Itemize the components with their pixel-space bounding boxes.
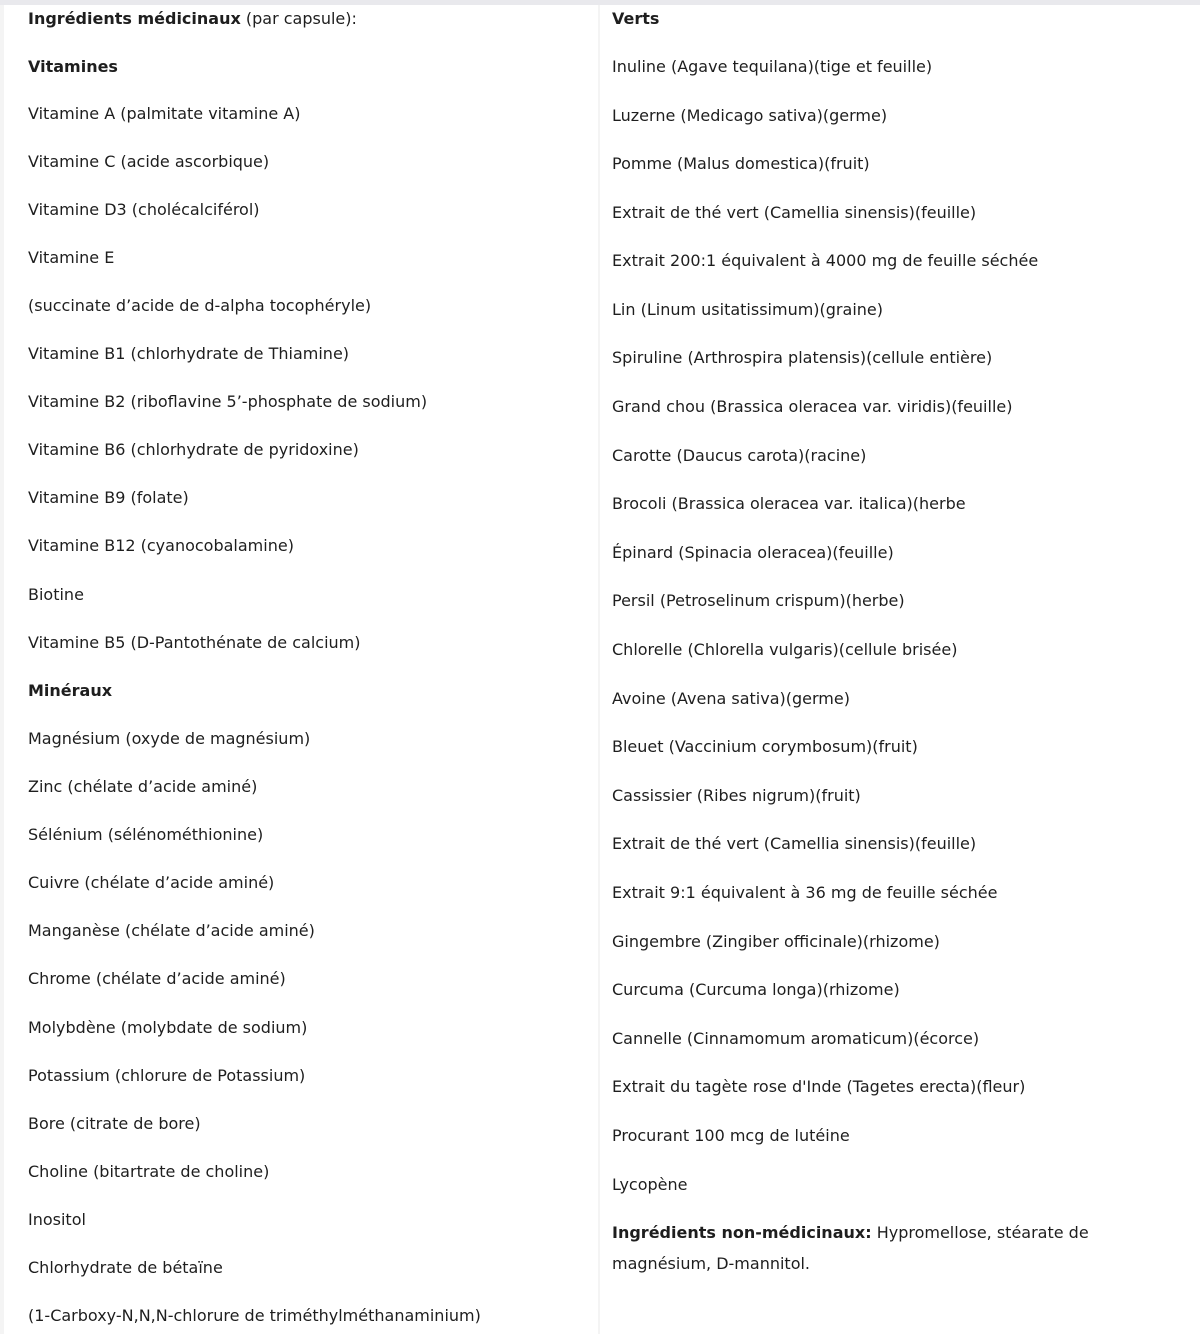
vitamin-item: Vitamine B12 (cyanocobalamine): [28, 536, 294, 555]
mineral-item: Choline (bitartrate de choline): [28, 1162, 270, 1181]
green-item: Lycopène: [612, 1175, 688, 1194]
vitamin-item: Vitamine C (acide ascorbique): [28, 152, 270, 171]
green-item: Extrait du tagète rose d'Inde (Tagetes erecta)(fleur): [612, 1077, 1026, 1096]
green-item: Extrait de thé vert (Camellia sinensis)(feuille): [612, 834, 977, 853]
mineral-item: Bore (citrate de bore): [28, 1114, 201, 1133]
medicinal-ingredients-header: [28, 8, 357, 30]
mineral-item: Potassium (chlorure de Potassium): [28, 1066, 306, 1085]
vitamin-item: Vitamine B2 (riboflavine 5’-phosphate de sodium): [28, 392, 428, 411]
green-item: Épinard (Spinacia oleracea)(feuille): [612, 543, 894, 562]
non-medicinal-label: Ingrédients non-médicinaux:: [612, 1223, 872, 1242]
mineral-item: Zinc (chélate d’acide aminé): [28, 777, 258, 796]
non-medicinal-list: Hypromellose, stéarate de magnésium, D-mannitol.: [612, 1223, 1089, 1273]
green-item: Extrait de thé vert (Camellia sinensis)(feuille): [612, 203, 977, 222]
mineral-item: Inositol: [28, 1210, 86, 1229]
mineral-item: Magnésium (oxyde de magnésium): [28, 729, 311, 748]
vitamin-item: Vitamine B6 (chlorhydrate de pyridoxine): [28, 440, 359, 459]
mineral-item: Cuivre (chélate d’acide aminé): [28, 873, 275, 892]
vitamin-item: Vitamine B1 (chlorhydrate de Thiamine): [28, 344, 350, 363]
vitamin-item: Vitamine A (palmitate vitamine A): [28, 104, 301, 123]
green-item: Cassissier (Ribes nigrum)(fruit): [612, 786, 861, 805]
mineral-item: Molybdène (molybdate de sodium): [28, 1018, 308, 1037]
vitamin-item: (succinate d’acide de d-alpha tocophéryle): [28, 296, 372, 315]
greens-heading: Verts: [612, 9, 660, 28]
green-item: Avoine (Avena sativa)(germe): [612, 689, 850, 708]
mineral-item: Sélénium (sélénométhionine): [28, 825, 264, 844]
green-item: Bleuet (Vaccinium corymbosum)(fruit): [612, 737, 918, 756]
green-item: Grand chou (Brassica oleracea var. viridis)(feuille): [612, 397, 1013, 416]
mineral-item: Manganèse (chélate d’acide aminé): [28, 921, 315, 940]
medicinal-ingredients-label: Ingrédients médicinaux: [28, 9, 241, 28]
green-item: Luzerne (Medicago sativa)(germe): [612, 106, 888, 125]
vitamin-item: Biotine: [28, 585, 84, 604]
green-item: Extrait 200:1 équivalent à 4000 mg de feuille séchée: [612, 251, 1039, 270]
per-capsule-label: (par capsule):: [240, 9, 357, 28]
green-item: Gingembre (Zingiber officinale)(rhizome): [612, 932, 940, 951]
green-item: Procurant 100 mcg de lutéine: [612, 1126, 850, 1145]
green-item: Cannelle (Cinnamomum aromaticum)(écorce): [612, 1029, 980, 1048]
mineral-item: Chrome (chélate d’acide aminé): [28, 969, 286, 988]
green-item: Spiruline (Arthrospira platensis)(cellule entière): [612, 348, 993, 367]
vitamins-heading: Vitamines: [28, 57, 118, 76]
vitamin-item: Vitamine D3 (cholécalciférol): [28, 200, 260, 219]
mineral-item: (1-Carboxy-N,N,N-chlorure de triméthylméthanaminium): [28, 1306, 481, 1325]
green-item: Inuline (Agave tequilana)(tige et feuille): [612, 57, 933, 76]
green-item: Lin (Linum usitatissimum)(graine): [612, 300, 883, 319]
green-item: Curcuma (Curcuma longa)(rhizome): [612, 980, 900, 999]
green-item: Extrait 9:1 équivalent à 36 mg de feuille séchée: [612, 883, 998, 902]
mineral-item: Chlorhydrate de bétaïne: [28, 1258, 223, 1277]
green-item: Chlorelle (Chlorella vulgaris)(cellule brisée): [612, 640, 958, 659]
vitamin-item: Vitamine B5 (D-Pantothénate de calcium): [28, 633, 361, 652]
green-item: Persil (Petroselinum crispum)(herbe): [612, 591, 905, 610]
non-medicinal-ingredients: [612, 1217, 1172, 1279]
vitamin-item: Vitamine B9 (folate): [28, 488, 189, 507]
green-item: Pomme (Malus domestica)(fruit): [612, 154, 870, 173]
green-item: Brocoli (Brassica oleracea var. italica)(herbe: [612, 494, 966, 513]
minerals-heading: Minéraux: [28, 681, 113, 700]
vitamin-item: Vitamine E: [28, 248, 115, 267]
green-item: Carotte (Daucus carota)(racine): [612, 446, 867, 465]
